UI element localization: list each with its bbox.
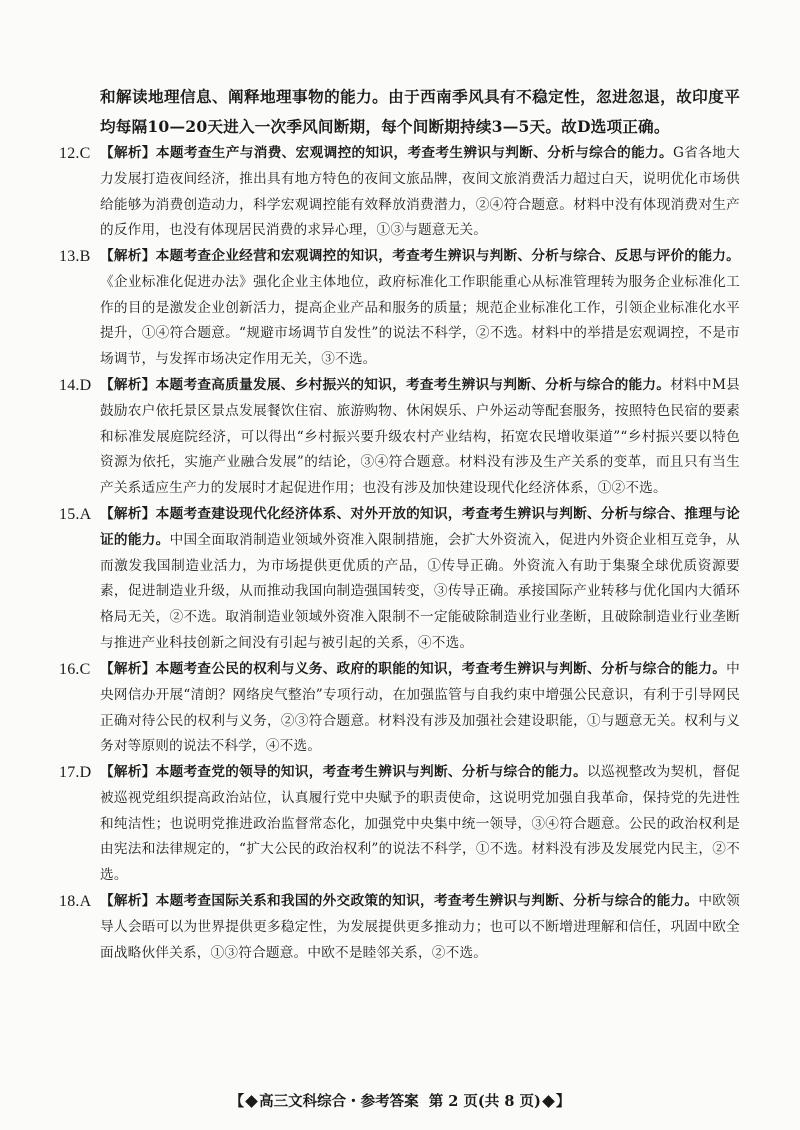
analysis-summary: 本题考查企业经营和宏观调控的知识，考查考生辨识与判断、分析与综合、反思与评价的能力。 (155, 248, 740, 264)
answer-item-13 (59, 244, 740, 373)
analysis-summary: 本题考查国际关系和我国的外交政策的知识，考查考生辨识与判断、分析与综合的能力。 (155, 893, 699, 909)
analysis-text: 中央网信办开展“清朗？网络戾气整治”专项行动，在加强监管与自我约束中增强公民意识，有利于引导网民正确对待公民的权利与义务，②③符合题意。材料没有涉及加强社会建设职能，①与题意无关。权利与义务对等原则的说法不科学，④不选。 (100, 661, 740, 755)
footer-bracket-close: 】 (555, 1093, 571, 1110)
footer-bracket-open: 【 (229, 1093, 245, 1110)
analysis-summary: 本题考查生产与消费、宏观调控的知识，考查考生辨识与判断、分析与综合的能力。 (155, 145, 673, 161)
analysis-summary: 本题考查党的领导的知识，考查考生辨识与判断、分析与综合的能力。 (155, 764, 588, 780)
analysis-summary: 本题考查公民的权利与义务、政府的职能的知识，考查考生辨识与判断、分析与综合的能力。 (155, 661, 727, 677)
analysis-tag: 【解析】 (100, 248, 156, 264)
analysis-tag: 【解析】 (100, 764, 156, 780)
question-number: 13.B (59, 248, 91, 265)
analysis-tag: 【解析】 (100, 377, 156, 393)
analysis-summary: 本题考查高质量发展、乡村振兴的知识，考查考生辨识与判断、分析与综合的能力。 (155, 377, 671, 393)
question-number: 16.C (59, 661, 91, 678)
answer-item-12 (59, 141, 740, 244)
diamond-icon (245, 1095, 258, 1108)
question-number: 14.D (59, 377, 92, 394)
footer-title: 高三文科综合・参考答案 (259, 1093, 419, 1110)
diamond-icon (542, 1095, 555, 1108)
answer-item-14 (59, 373, 740, 502)
answer-item-15 (59, 502, 740, 657)
question-number: 15.A (59, 506, 92, 523)
question-number: 12.C (59, 145, 91, 162)
analysis-tag: 【解析】 (100, 506, 156, 522)
analysis-text: 以巡视整改为契机，督促被巡视党组织提高政治站位，认真履行党中央赋予的职责使命，这说明党加强自我革命，保持党的先进性和纯洁性；也说明党推进政治监督常态化，加强党中央集中统一领导，③④符合题意。公民的政治权利是由宪法和法律规定的，“扩大公民的政治权利”的说法不科学，①不选。材料没有涉及发展党内民主，②不选。 (100, 764, 741, 884)
question-number: 17.D (59, 764, 92, 781)
page-footer (0, 1090, 800, 1111)
analysis-tag: 【解析】 (100, 145, 156, 161)
analysis-tag: 【解析】 (100, 661, 156, 677)
analysis-text: 中欧领导人会晤可以为世界提供更多稳定性，为发展提供更多推动力；也可以不断增进理解和信任，巩固中欧全面战略伙伴关系，①③符合题意。中欧不是睦邻关系，②不选。 (100, 893, 740, 961)
answer-item-18 (59, 889, 740, 966)
answer-item-17 (59, 760, 741, 889)
analysis-tag: 【解析】 (100, 893, 156, 909)
analysis-text: 中国全面取消制造业领域外资准入限制措施，会扩大外资流入，促进内外资企业相互竞争，从而激发我国制造业活力，为市场提供更优质的产品，①传导正确。外资流入有助于集聚全球优质资源要素，促进制造业升级，从而推动我国向制造强国转变，③传导正确。承接国际产业转移与优化国内大循环格局无关，②不选。取消制造业领域外资准入限制不一定能破除制造业行业垄断，且破除制造业行业垄断与推进产业科技创新之间没有引起与被引起的关系，④不选。 (100, 531, 740, 651)
analysis-text: G省各地大力发展打造夜间经济，推出具有地方特色的夜间文旅品牌，夜间文旅消费活力超过白天，说明优化市场供给能够为消费创造动力，科学宏观调控能有效释放消费潜力，②④符合题意。材料中没有体现消费对生产的反作用，也没有体现居民消费的求异心理，①③与题意无关。 (100, 145, 740, 239)
lead-paragraph: 和解读地理信息、阐释地理事物的能力。由于西南季风具有不稳定性，忽进忽退，故印度平均每隔10—20天进入一次季风间断期，每个间断期持续3—5天。故D选项正确。 (100, 87, 740, 136)
analysis-text: 材料中M县鼓励农户依托景区景点发展餐饮住宿、旅游购物、休闲娱乐、户外运动等配套服务，按照特色民宿的要素和标准发展庭院经济，可以得出“乡村振兴要升级农村产业结构，拓宽农民增收渠道”“乡村振兴要以特色资源为依托，实施产业融合发展”的结论，③④符合题意。材料没有涉及生产关系的变革，而且只有当生产关系适应生产力的发展时才起促进作用；也没有涉及加快建设现代化经济体系，①②不选。 (100, 377, 740, 497)
question-number: 18.A (59, 893, 92, 910)
footer-page-number: 第 2 页(共 8 页) (428, 1093, 541, 1110)
analysis-summary: 本题考查建设现代化经济体系、对外开放的知识，考查考生辨识与判断、分析与综合、推理与论证的能力。 (100, 506, 740, 548)
answer-item-16 (59, 657, 740, 760)
analysis-text: 《企业标准化促进办法》强化企业主体地位，政府标准化工作职能重心从标准管理转为服务企业标准化工作的目的是激发企业创新活力，提高企业产品和服务的质量；规范企业标准化工作，引领企业标准化水平提升，①④符合题意。“规避市场调节自发性”的说法不科学，②不选。材料中的举措是宏观调控，不是市场调节，与发挥市场决定作用无关，③不选。 (100, 273, 740, 368)
